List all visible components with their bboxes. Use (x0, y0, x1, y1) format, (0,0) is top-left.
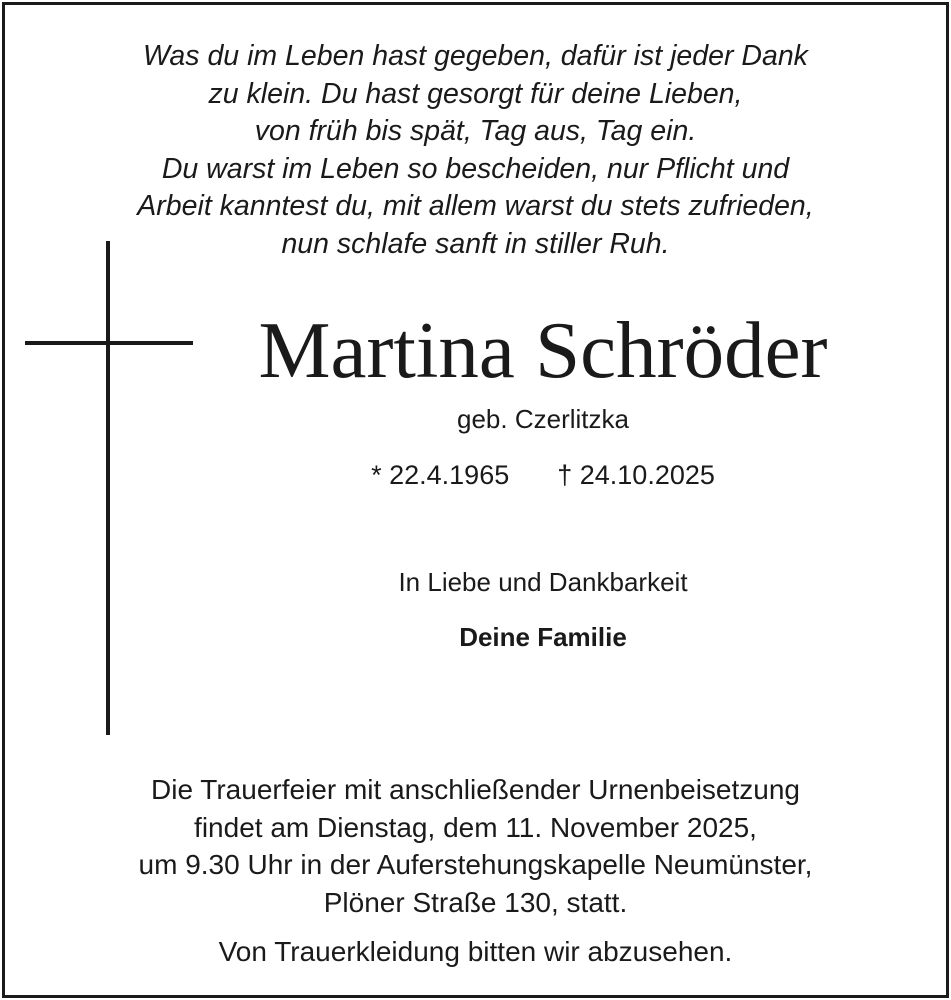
cross-vertical-bar (106, 241, 110, 735)
death-date: † 24.10.2025 (557, 460, 715, 490)
service-line: findet am Dienstag, dem 11. November 2025, (194, 811, 757, 843)
poem-line: zu klein. Du hast gesorgt für deine Lieben, (208, 77, 743, 110)
maiden-name: geb. Czerlitzka (457, 404, 629, 434)
closing-phrase: In Liebe und Dankbarkeit (398, 567, 688, 597)
service-line: um 9.30 Uhr in der Auferstehungskapelle Neumünster, (138, 849, 813, 880)
obituary-frame (2, 2, 949, 998)
service-info (5, 771, 946, 921)
poem-line: von früh bis spät, Tag aus, Tag ein. (254, 115, 697, 147)
poem-line: Du warst im Leben so bescheiden, nur Pflicht und (161, 152, 790, 185)
poem (5, 38, 946, 263)
service-line: Die Trauerfeier mit anschließender Urnenbeisetzung (151, 774, 800, 805)
service-line: Plöner Straße 130, statt. (323, 886, 628, 918)
birth-date: * 22.4.1965 (371, 460, 510, 490)
poem-line: Was du im Leben hast gegeben, dafür ist jeder Dank (143, 40, 808, 72)
poem-line: nun schlafe sanft in stiller Ruh. (281, 227, 670, 260)
cross-horizontal-bar (25, 341, 193, 345)
family-signature: Deine Familie (459, 622, 627, 652)
deceased-name: Martina Schröder (258, 305, 828, 395)
poem-line: Arbeit kanntest du, mit allem warst du stets zufrieden, (137, 190, 814, 222)
dress-note: Von Trauerkleidung bitten wir abzusehen. (218, 936, 733, 967)
life-dates (193, 457, 893, 493)
